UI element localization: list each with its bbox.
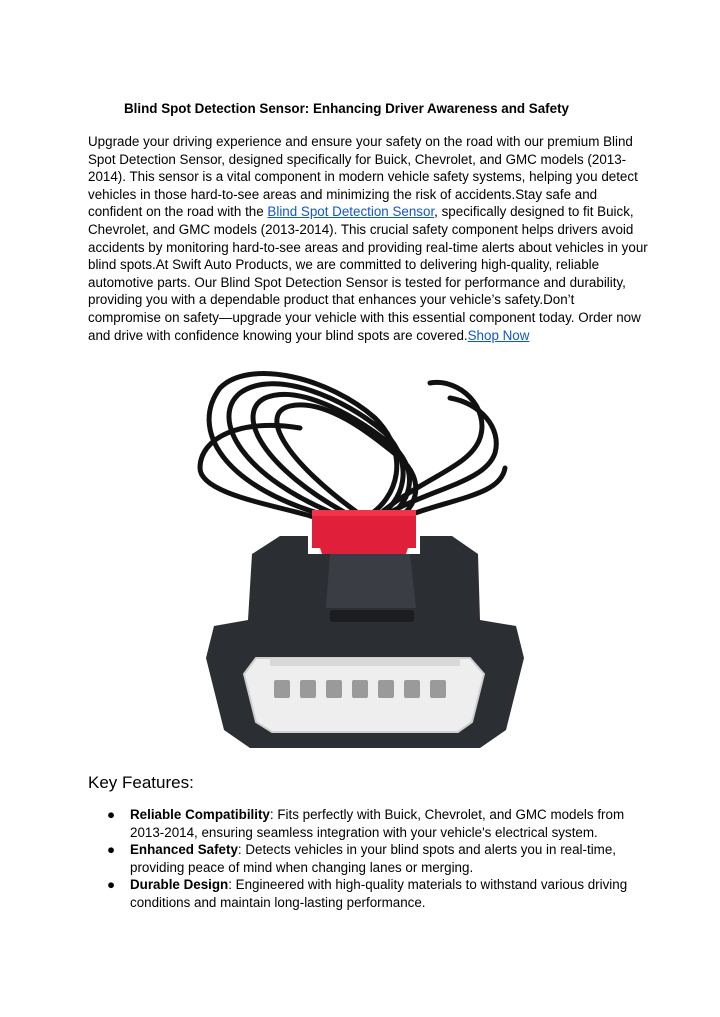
bullet-icon: ● bbox=[107, 877, 116, 893]
wire-bundle bbox=[200, 374, 505, 523]
intro-text-1: Upgrade your driving experience and ensure your safety on the road with our premium Blind Spot Detection Sensor, designed specifically for Buick, Chevrolet, and GMC models (2013-2014). This sensor is a vital component in modern vehicle safety systems, helping you detect vehicles in those hard-to-see areas and minimizing the risk of accidents.Stay safe and confident on the road with the bbox=[88, 134, 638, 220]
document-title: Blind Spot Detection Sensor: Enhancing Driver Awareness and Safety bbox=[124, 101, 569, 116]
intro-text-2: , specifically designed to fit Buick, Chevrolet, and GMC models (2013-2014). This crucial safety component helps drivers avoid accidents by monitoring hard-to-see areas and providing real-time alerts about vehicles in your blind spots.At Swift Auto Products, we are committed to delivering high-quality, reliable automotive parts. Our Blind Spot Detection Sensor is tested for performance and durability, providing you with a dependable product that enhances your vehicle’s safety.Don’t compromise on safety—upgrade your vehicle with this essential component today. Order now and drive with confidence knowing your blind spots are covered. bbox=[88, 204, 648, 343]
feature-text: : Detects vehicles in your blind spots and alerts you in real-time, providing peace of mind when changing lanes or merging. bbox=[130, 842, 616, 875]
bullet-icon: ● bbox=[107, 807, 116, 822]
key-features-heading: Key Features: bbox=[88, 773, 194, 792]
blind-spot-sensor-link[interactable]: Blind Spot Detection Sensor bbox=[267, 204, 435, 220]
feature-item bbox=[88, 806, 648, 841]
features-list bbox=[88, 806, 648, 912]
feature-text: : Engineered with high-quality materials to withstand various driving conditions and maintain long-lasting performance. bbox=[130, 877, 628, 910]
feature-label: Durable Design bbox=[130, 877, 229, 893]
feature-item bbox=[88, 841, 648, 876]
connector-photo bbox=[180, 358, 540, 750]
feature-label: Reliable Compatibility bbox=[130, 807, 270, 822]
bullet-icon: ● bbox=[107, 842, 116, 858]
shop-now-link[interactable]: Shop Now bbox=[467, 327, 530, 343]
intro-paragraph bbox=[88, 133, 648, 344]
feature-item bbox=[88, 876, 648, 911]
feature-text: : Fits perfectly with Buick, Chevrolet, and GMC models from 2013-2014, ensuring seamless integration with your vehicle's electrical system. bbox=[130, 807, 625, 840]
feature-label: Enhanced Safety bbox=[130, 842, 238, 858]
